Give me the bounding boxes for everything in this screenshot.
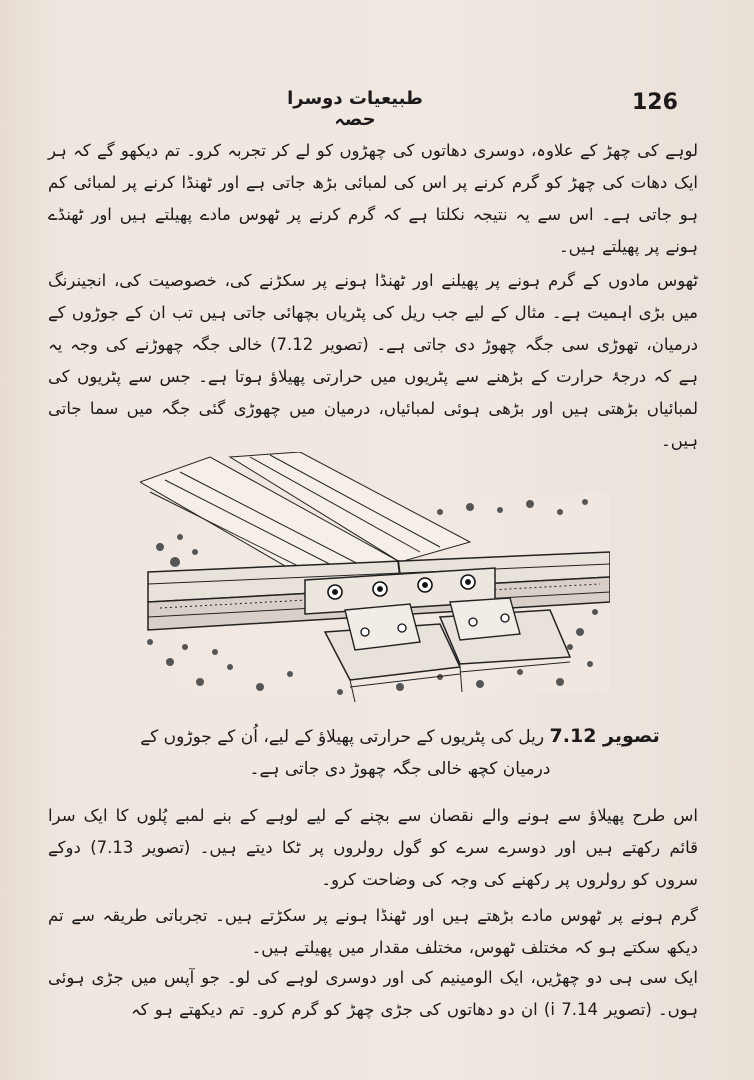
paragraph-3: اس طرح پھیلاؤ سے ہونے والے نقصان سے بچنے کے لیے لوہے کے بنے لمبے پُلوں کا ایک سرا قائم رکھتے ہیں اور دوسرے سرے کو گول رولروں پر ٹکا دیتے ہیں۔ (تصویر 7.13) دوکے سروں کو رولروں پر رکھنے کی وجہ کی وضاحت کرو۔: [48, 806, 698, 889]
paragraph-5: ایک سی ہی دو چھڑیں، ایک الومینیم کی اور دوسری لوہے کی لو۔ جو آپس میں جڑی ہوئی ہوں۔ (تصویر 7.14 i) ان دو دھاتوں کی جڑی چھڑ کو گرم کرو۔ تم دیکھتے ہو کہ: [48, 968, 698, 1019]
caption-line-2: درمیان کچھ خالی جگہ چھوڑ دی جاتی ہے۔: [249, 759, 551, 779]
paragraph-1: لوہے کی چھڑ کے علاوہ، دوسری دھاتوں کی چھڑوں کو لے کر تجربہ کرو۔ تم دیکھو گے کہ ہر ایک دھات کی چھڑ کو گرم کرنے پر اس کی لمبائی بڑھ جاتی ہے اور ٹھنڈا کرنے پر لمبائی کم ہو جاتی ہے۔ اس سے یہ نتیجہ نکلتا ہے کہ گرم کرنے پر ٹھوس مادے پھیلتے ہیں اور ٹھنڈے ہونے پر پھیلتے ہیں۔: [48, 141, 698, 256]
figure-caption: [120, 720, 680, 785]
figure-label: تصویر 7.12: [549, 725, 660, 747]
paragraph-2: ٹھوس مادوں کے گرم ہونے پر پھیلنے اور ٹھنڈا ہونے پر سکڑنے کی، خصوصیت کی، انجینرنگ میں بڑی اہمیت ہے۔ مثال کے لیے جب ریل کی پٹریاں بچھائی جاتی ہیں تب ان کے جوڑوں کے درمیان، تھوڑی سی جگہ چھوڑ دی جاتی ہے۔ (تصویر 7.12) خالی جگہ چھوڑنے کی وجہ یہ ہے کہ درجۂ حرارت کے بڑھنے سے پٹریوں میں حرارتی پھیلاؤ ہوتا ہے۔ جس سے پٹریوں کی لمبائیاں بڑھتی ہیں اور بڑھی ہوئی لمبائیاں، درمیان میں چھوڑی گئی جگہ میں سما جاتی ہیں۔: [48, 271, 698, 450]
rail-joint-illustration: [140, 452, 610, 704]
paragraph-4: گرم ہونے پر ٹھوس مادے بڑھتے ہیں اور ٹھنڈا ہونے پر سکڑتے ہیں۔ تجرباتی طریقہ سے تم دیکھ سکتے ہو کہ مختلف ٹھوس، مختلف مقدار میں پھیلتے ہیں۔: [48, 906, 698, 957]
caption-line-1: [120, 720, 680, 753]
caption-text-1: ریل کی پٹریوں کے حرارتی پھیلاؤ کے لیے، اُن کے جوڑوں کے: [140, 727, 545, 747]
running-header: طبیعیات دوسرا حصہ: [287, 88, 423, 130]
page-number: 126: [632, 90, 678, 115]
